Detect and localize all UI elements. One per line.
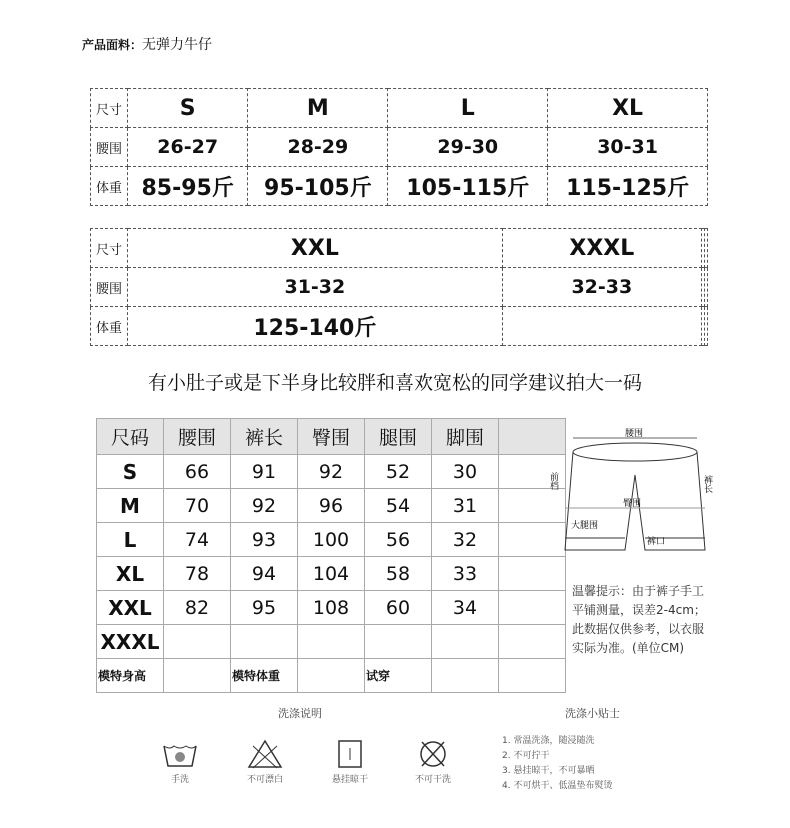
rise-label: 前档	[548, 472, 558, 490]
table-cell: 30	[432, 455, 499, 489]
table-cell	[365, 625, 432, 659]
no-dry-clean-icon	[413, 738, 453, 770]
table-cell: 脚围	[432, 419, 499, 455]
table-cell: 腰围	[164, 419, 231, 455]
hang-dry-label: 悬挂晾干	[331, 775, 368, 785]
footer-cell: 试穿	[365, 659, 432, 693]
table-cell: 78	[164, 557, 231, 591]
size-cell: L	[388, 89, 548, 128]
waist-cell: 30-31	[548, 128, 708, 167]
footer-cell: 模特体重	[231, 659, 298, 693]
weight-cell: 85-95斤	[128, 167, 248, 206]
table-cell: 56	[365, 523, 432, 557]
row-label: 腰围	[91, 268, 128, 307]
table-row	[97, 557, 566, 591]
fabric-line	[82, 34, 212, 54]
table-cell: 92	[231, 489, 298, 523]
table-row	[97, 625, 566, 659]
table-cell: 58	[365, 557, 432, 591]
footer-row	[97, 659, 566, 693]
waist-label: 腰围	[625, 429, 644, 439]
wash-title: 洗涤说明	[278, 707, 322, 720]
table-cell: 108	[298, 591, 365, 625]
hem-label: 裤口	[647, 537, 666, 547]
empty-cell	[704, 307, 707, 346]
footer-cell	[298, 659, 365, 693]
length-label: 裤长	[702, 475, 712, 493]
size-cell: XXXL	[502, 229, 701, 268]
table-cell: 93	[231, 523, 298, 557]
weight-cell: 115-125斤	[548, 167, 708, 206]
footer-cell: 模特身高	[97, 659, 164, 693]
no-bleach-icon	[245, 738, 285, 770]
table-cell	[164, 625, 231, 659]
table-cell: 34	[432, 591, 499, 625]
hip-label: 臀围	[623, 499, 642, 509]
footer-cell	[432, 659, 499, 693]
tip-item: 2. 不可拧干	[502, 751, 550, 761]
measurement-table	[96, 418, 566, 693]
table-cell: 74	[164, 523, 231, 557]
fabric-value: 无弹力牛仔	[142, 37, 213, 53]
table-row	[97, 591, 566, 625]
table-cell	[432, 625, 499, 659]
table-cell	[499, 591, 566, 625]
table-cell: 70	[164, 489, 231, 523]
waist-cell: 32-33	[502, 268, 701, 307]
tips-title: 洗涤小贴士	[565, 707, 620, 720]
waist-cell: 29-30	[388, 128, 548, 167]
thigh-label: 大腿围	[571, 521, 599, 531]
table-row	[97, 419, 566, 455]
table-cell: 82	[164, 591, 231, 625]
empty-cell	[502, 307, 701, 346]
table-row	[97, 523, 566, 557]
table-cell: 32	[432, 523, 499, 557]
empty-cell	[704, 229, 707, 268]
table-cell: 裤长	[231, 419, 298, 455]
tip-item: 3. 悬挂晾干，不可暴晒	[502, 766, 595, 776]
row-label: 尺寸	[91, 89, 128, 128]
waist-cell: 26-27	[128, 128, 248, 167]
table-cell: S	[97, 455, 164, 489]
table-cell: 100	[298, 523, 365, 557]
weight-cell: 95-105斤	[248, 167, 388, 206]
empty-cell	[704, 268, 707, 307]
table-cell: XXXL	[97, 625, 164, 659]
size-cell: S	[128, 89, 248, 128]
fabric-label: 产品面料：	[82, 38, 143, 52]
no-dry-clean-label: 不可干洗	[414, 775, 451, 785]
no-bleach-label: 不可漂白	[246, 775, 283, 785]
wash-tips-list	[502, 734, 612, 794]
row-label: 腰围	[91, 128, 128, 167]
weight-cell: 105-115斤	[388, 167, 548, 206]
table-cell: XXL	[97, 591, 164, 625]
table-row	[97, 489, 566, 523]
size-cell: XL	[548, 89, 708, 128]
waist-cell: 31-32	[128, 268, 503, 307]
hand-wash-label: 手洗	[170, 775, 189, 785]
size-cell: XXL	[128, 229, 503, 268]
table-cell: 52	[365, 455, 432, 489]
row-label: 尺寸	[91, 229, 128, 268]
table-cell: M	[97, 489, 164, 523]
row-label: 体重	[91, 307, 128, 346]
size-cell: M	[248, 89, 388, 128]
table-cell: 66	[164, 455, 231, 489]
table-cell: 尺码	[97, 419, 164, 455]
table-cell	[231, 625, 298, 659]
size-table-1	[90, 88, 708, 206]
table-cell: 94	[231, 557, 298, 591]
table-cell: 54	[365, 489, 432, 523]
hang-dry-icon	[330, 738, 370, 770]
footer-cell	[499, 659, 566, 693]
row-label: 体重	[91, 167, 128, 206]
shorts-diagram	[548, 420, 715, 565]
size-table-2	[90, 228, 708, 346]
measurement-tip: 温馨提示：由于裤子手工平铺测量，误差2-4cm；此数据仅供参考，以衣服实际为准。(单位CM)	[572, 584, 706, 655]
hand-wash-icon	[160, 738, 200, 770]
table-cell: XL	[97, 557, 164, 591]
table-cell: 腿围	[365, 419, 432, 455]
table-cell: 95	[231, 591, 298, 625]
table-cell: 33	[432, 557, 499, 591]
table-cell: 96	[298, 489, 365, 523]
table-cell: 92	[298, 455, 365, 489]
table-cell: 91	[231, 455, 298, 489]
weight-cell: 125-140斤	[128, 307, 503, 346]
waist-cell: 28-29	[248, 128, 388, 167]
size-advice: 有小肚子或是下半身比较胖和喜欢宽松的同学建议拍大一码	[147, 372, 642, 394]
table-cell: 臀围	[298, 419, 365, 455]
table-cell: L	[97, 523, 164, 557]
table-cell	[499, 625, 566, 659]
table-cell: 60	[365, 591, 432, 625]
table-cell: 104	[298, 557, 365, 591]
footer-cell	[164, 659, 231, 693]
table-row	[97, 455, 566, 489]
tip-item: 1. 常温洗涤，随浸随洗	[502, 736, 595, 746]
table-cell: 31	[432, 489, 499, 523]
tip-item: 4. 不可烘干、低温垫布熨烫	[502, 781, 613, 791]
table-cell	[298, 625, 365, 659]
